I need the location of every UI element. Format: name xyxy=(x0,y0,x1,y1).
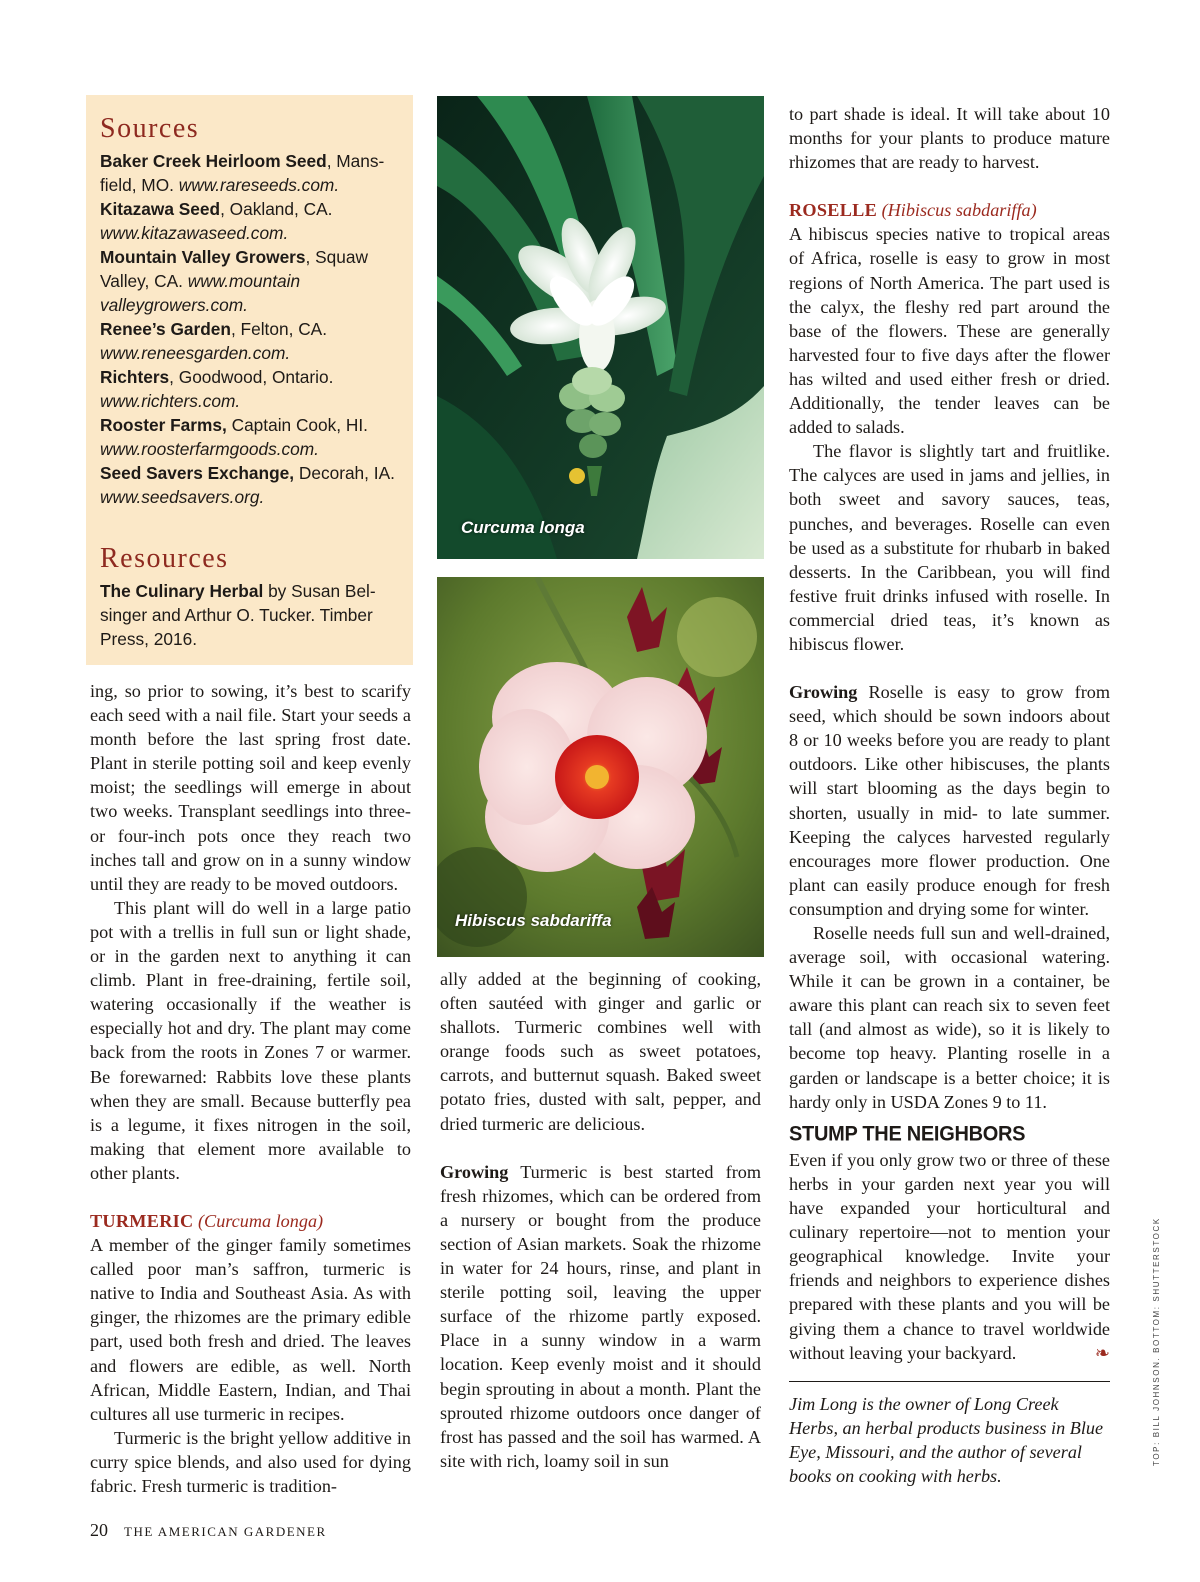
author-bio: Jim Long is the owner of Long Creek Herbs, an herbal products business in Blue Eye, Missouri, and the author of several books on cooking with herbs. xyxy=(789,1393,1104,1486)
body-paragraph: ally added at the beginning of cooking, often sautéed with ginger and garlic or shallots. Turmeric combines well with orange foods such as sweet potatoes, carrots, and butternut squash. Baked sweet potato fries, dusted with salt, pepper, and dried turmeric are delicious. xyxy=(440,969,761,1134)
body-paragraph: to part shade is ideal. It will take about 10 months for your plants to produce mature rhizomes that are ready to harvest. xyxy=(789,104,1110,173)
article-column-2 xyxy=(440,967,761,1473)
page-number: 20 xyxy=(90,1520,108,1540)
hibiscus-flower-illustration xyxy=(437,577,764,957)
curcuma-longa-photo xyxy=(437,96,764,559)
source-entry xyxy=(100,413,399,461)
section-heading-turmeric xyxy=(90,1209,411,1233)
growing-label: Growing xyxy=(789,682,858,703)
growing-paragraph xyxy=(440,1160,761,1473)
magazine-title: THE AMERICAN GARDENER xyxy=(124,1524,327,1539)
growing-text: Roselle is easy to grow from seed, which should be sown indoors about 8 or 10 weeks before you are ready to plant outdoors. Like other hibiscuses, the plants will start blooming as the days begin to shorten, usually in mid- to late summer. Keeping the calyces harvested regularly encourages more flower production. One plant can easily produce enough for fresh consumption and drying some for winter. xyxy=(789,682,1110,919)
divider-rule xyxy=(789,1381,1110,1382)
sources-sidebar xyxy=(86,95,413,665)
body-paragraph: ing, so prior to sowing, it’s best to scarify each seed with a nail file. Start your seeds a month before the last spring frost date. Plant in sterile potting soil and keep evenly moist; the seedlings will emerge in about two weeks. Transplant seedlings into three- or four-inch pots once they reach two inches tall and grow on in a sunny window until they are ready to be moved outdoors. xyxy=(90,681,411,894)
curcuma-flower-illustration xyxy=(437,96,764,559)
source-entry xyxy=(100,317,399,365)
source-entry xyxy=(100,461,399,509)
source-location: Decorah, IA. xyxy=(294,463,395,483)
article-column-1 xyxy=(90,679,411,1498)
resource-entry xyxy=(100,579,399,651)
section-heading-roselle xyxy=(789,198,1110,222)
source-location: Captain Cook, HI. xyxy=(226,415,368,435)
body-paragraph: Turmeric is the bright yellow additive in curry spice blends, and also used for dying fabric. Fresh turmeric is tradition- xyxy=(90,1427,411,1496)
hibiscus-sabdariffa-photo xyxy=(437,577,764,957)
body-paragraph: Roselle needs full sun and well-drained, average soil, with occasional watering. While it can be grown in a container, be aware this plant can reach six to seven feet tall (and almost as wide), so it is likely to become top heavy. Planting roselle in a garden or landscape is a better choice; it is hardy only in USDA Zones 9 to 11. xyxy=(789,923,1110,1112)
body-paragraph: A member of the ginger family sometimes called poor man’s saffron, turmeric is native to India and Southeast Asia. As with ginger, the rhizomes are the primary edible part, used both fresh and dried. The leaves and flowers are edible, as well. North African, Middle Eastern, Indian, and Thai cultures all use turmeric in recipes. xyxy=(90,1235,411,1424)
resource-book-title: The Culinary Herbal xyxy=(100,581,264,601)
roselle-latin-name: (Hibiscus sabdariffa) xyxy=(877,200,1037,221)
turmeric-heading: TURMERIC xyxy=(90,1210,194,1231)
source-entry xyxy=(100,365,399,413)
source-url[interactable]: www.rareseeds.com. xyxy=(178,175,340,195)
source-entry xyxy=(100,149,399,197)
source-url[interactable]: www.seedsavers.org. xyxy=(100,487,265,507)
source-entry xyxy=(100,197,399,245)
growing-text: Turmeric is best started from fresh rhizomes, which can be ordered from a nursery or bought from the produce section of Asian markets. Soak the rhizome in water for 24 hours, rinse, and plant in sterile potting soil, leaving the upper surface of the rhizome partly exposed. Place in a sunny window in a warm location. Keep evenly moist and it should begin sprouting in about a month. Plant the sprouted rhizome outdoors once danger of frost has passed and the soil has warmed. A site with rich, loamy soil in sun xyxy=(440,1161,761,1471)
growing-paragraph xyxy=(789,680,1110,921)
page-footer xyxy=(90,1520,327,1541)
end-ornament-icon: ❧ xyxy=(1094,1342,1110,1363)
source-location: , Squaw Valley, CA. xyxy=(100,247,368,291)
source-name: Richters xyxy=(100,367,170,387)
photo-caption: Hibiscus sabdariffa xyxy=(455,911,612,930)
photo-credit: TOP: BILL JOHNSON. BOTTOM: SHUTTERSTOCK xyxy=(1152,1217,1161,1466)
source-url[interactable]: www.roosterfarmgoods.com. xyxy=(100,439,319,459)
source-entry xyxy=(100,245,399,317)
body-paragraph: A hibiscus species native to tropical areas of Africa, roselle is easy to grow in most regions of North America. The part used is the calyx, the fleshy red part around the base of the flowers. These are generally harvested four to five days after the flower has wilted and used either fresh or dried. Additionally, the tender leaves can be added to salads. xyxy=(789,224,1110,438)
source-url[interactable]: www.reneesgarden.com. xyxy=(100,343,291,363)
article-column-3 xyxy=(789,102,1110,1488)
body-paragraph: This plant will do well in a large patio pot with a trellis in full sun or light shade, or in the garden next to anything it can climb. Plant in free-draining, fertile soil, watering occasionally if the weather is especially hot and dry. The plant may come back from the roots in Zones 7 or warmer. Be forewarned: Rabbits love these plants when they are small. Because butterfly pea is a legume, it fixes nitrogen in the soil, making that element more available to other plants. xyxy=(90,897,411,1183)
source-name: Mountain Valley Growers xyxy=(100,247,306,267)
photo-caption: Curcuma longa xyxy=(461,518,585,537)
resources-title: Resources xyxy=(100,543,229,574)
source-location: , Goodwood, Ontario. xyxy=(169,367,334,387)
source-url[interactable]: www.richters.com. xyxy=(100,391,241,411)
source-url[interactable]: www.kitazawaseed.com. xyxy=(100,223,289,243)
body-paragraph xyxy=(789,1148,1110,1365)
body-paragraph: The flavor is slightly tart and fruitlike. The calyces are used in jams and jellies, in both sweet and savory sauces, teas, punches, and beverages. Roselle can even be used as a substitute for rhubarb in baked desserts. In the Caribbean, you will find festive fruit drinks infused with roselle. In commercial dried teas, it’s known as hibiscus flower. xyxy=(789,441,1110,654)
closing-text: Even if you only grow two or three of these herbs in your garden next year you will have expanded your horticultural and culinary repertoire—not to mention your geographical knowledge. Invite your friends and neighbors to experience dishes prepared with these plants and you will be giving them a chance to travel worldwide without leaving your backyard. xyxy=(789,1149,1110,1363)
source-location: , Felton, CA. xyxy=(230,319,327,339)
source-name: Kitazawa Seed xyxy=(100,199,221,219)
yellow-flower xyxy=(569,468,585,484)
resource-details: by Susan Bel-singer and Arthur O. Tucker. Timber Press, 2016. xyxy=(100,581,376,649)
turmeric-latin-name: (Curcuma longa) xyxy=(193,1210,324,1231)
growing-label: Growing xyxy=(440,1161,509,1182)
source-name: Renee’s Garden xyxy=(100,319,231,339)
source-location: , Oakland, CA. xyxy=(220,199,333,219)
source-name: Baker Creek Heirloom Seed xyxy=(100,151,327,171)
roselle-heading: ROSELLE xyxy=(789,200,878,221)
sources-title: Sources xyxy=(100,113,200,144)
sources-list xyxy=(100,149,399,509)
source-location: , Mans-field, MO. xyxy=(100,151,385,195)
source-name: Seed Savers Exchange, xyxy=(100,463,295,483)
source-name: Rooster Farms, xyxy=(100,415,227,435)
stump-the-neighbors-heading: STUMP THE NEIGHBORS xyxy=(789,1121,1026,1146)
source-url[interactable]: www.mountain valleygrowers.com. xyxy=(100,271,301,315)
